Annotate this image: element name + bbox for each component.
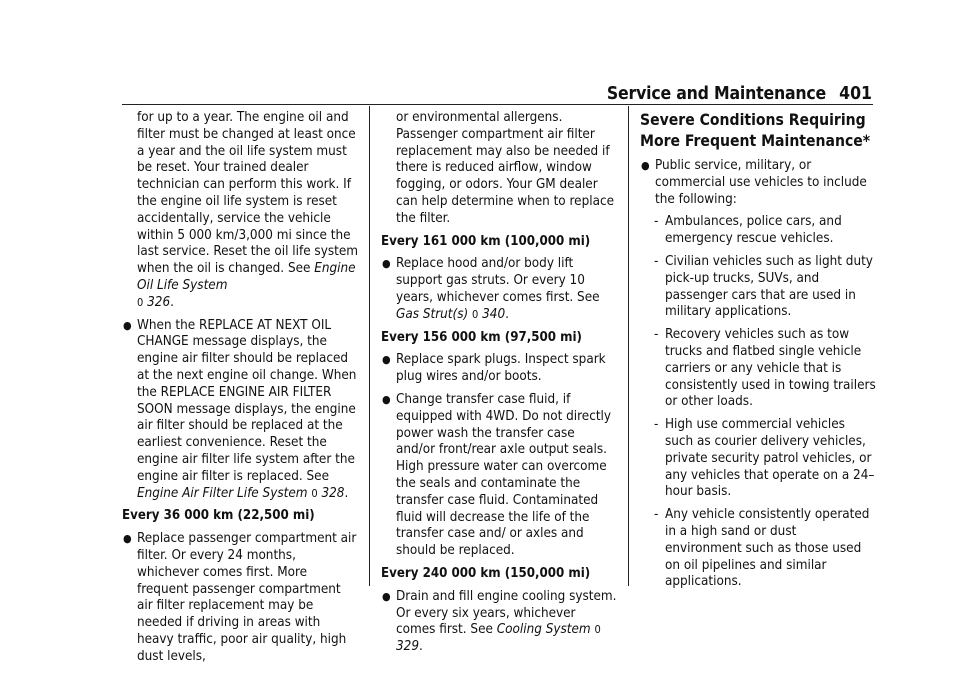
page-ref-icon: 0 xyxy=(137,295,144,309)
xref-page[interactable]: 326 xyxy=(147,294,171,310)
interval-heading: Every 240 000 km (150,000 mi) xyxy=(381,565,591,581)
xref-page[interactable]: 329 xyxy=(396,639,419,655)
xref-page[interactable]: 328 xyxy=(321,485,345,501)
dash-icon: - xyxy=(654,327,659,343)
header-rule xyxy=(122,104,873,105)
bullet-icon: ● xyxy=(382,353,391,367)
section-title: Service and Maintenance xyxy=(606,84,826,104)
list-item xyxy=(381,392,617,560)
sub-list-item xyxy=(640,214,876,248)
sub-list-item xyxy=(640,507,876,591)
column-divider-1 xyxy=(369,106,370,586)
sub-list-item-text: Any vehicle consistently operated in a high sand or dust environment such as those used on oil pipelines and similar applications. xyxy=(665,507,870,590)
period: . xyxy=(505,306,509,322)
bullet-icon: ● xyxy=(382,257,391,271)
list-item-text: Replace spark plugs. Inspect spark plug wires and/or boots. xyxy=(396,352,606,385)
list-item xyxy=(122,318,360,503)
xref-engine-air-filter-life-system[interactable]: Engine Air Filter Life System xyxy=(137,485,308,501)
bullet-icon: ● xyxy=(123,532,132,546)
xref-page[interactable]: 340 xyxy=(482,306,506,322)
list-item-text: Replace passenger compartment air filter. Or every 24 months, whichever comes first. More frequent passenger compartment air filter replacement may be needed if driving in areas with heavy traffic, poor air quality, high dust levels, xyxy=(137,531,357,664)
list-item xyxy=(381,352,617,386)
continued-paragraph xyxy=(122,110,360,312)
sub-list-item-text: Civilian vehicles such as light duty pick-up trucks, SUVs, and passenger cars that are used in military applications. xyxy=(665,253,873,320)
dash-icon: - xyxy=(654,253,659,269)
list-item xyxy=(122,531,360,665)
subsection-title: Severe Conditions Requiring More Frequent Maintenance* xyxy=(640,111,871,150)
interval-heading: Every 161 000 km (100,000 mi) xyxy=(381,233,591,249)
sub-list-item xyxy=(640,417,876,501)
dash-icon: - xyxy=(654,507,659,523)
list-item xyxy=(640,158,876,208)
xref-gas-struts[interactable]: Gas Strut(s) xyxy=(396,306,469,322)
period: . xyxy=(170,294,174,310)
list-item xyxy=(381,256,617,323)
sub-list-item-text: Ambulances, police cars, and emergency rescue vehicles. xyxy=(665,214,842,247)
paragraph-text: for up to a year. The engine oil and filter must be changed at least once a year and the oil life system must be reset. Your trained dealer technician can perform this work. If the engine oil life system is reset accidentally, service the vehicle within 5 000 km/3,000 mi since the last service. Reset the oil life system when the oil is changed. See xyxy=(137,110,358,277)
continued-paragraph: or environmental allergens. Passenger compartment air filter replacement may also be needed if there is reduced airflow, window fogging, or odors. Your GM dealer can help determine when to replace the filter. xyxy=(396,110,614,226)
bullet-icon: ● xyxy=(382,392,391,406)
column-2 xyxy=(381,110,617,656)
page-number: 401 xyxy=(839,84,872,104)
list-item-text: Change transfer case fluid, if equipped with 4WD. Do not directly power wash the transfer case and/or front/rear axle output seals. High pressure water can overcome the seals and contaminate the transfer case fluid. Contaminated fluid will decrease the life of the transfer case and/ or axles and should be replaced. xyxy=(396,391,612,559)
dash-icon: - xyxy=(654,417,659,433)
bullet-icon: ● xyxy=(382,589,391,603)
list-item-text: When the REPLACE AT NEXT OIL CHANGE message displays, the engine air filter should be replaced at the next engine oil change. When the REPLACE ENGINE AIR FILTER SOON message displays, the engine air filter should be replaced at the earliest convenience. Reset the engine air filter life system after the engine air filter is replaced. See xyxy=(137,317,357,484)
bullet-icon: ● xyxy=(123,318,132,332)
interval-heading: Every 156 000 km (97,500 mi) xyxy=(381,329,582,345)
dash-icon: - xyxy=(654,214,659,230)
column-3 xyxy=(640,110,876,591)
period: . xyxy=(344,485,349,501)
list-item-text: Replace hood and/or body lift support gas struts. Or every 10 years, whichever comes first. See xyxy=(396,256,600,305)
xref-cooling-system[interactable]: Cooling System xyxy=(496,622,591,638)
sub-list-item xyxy=(640,327,876,411)
sub-list-item xyxy=(640,254,876,321)
page-ref-icon: 0 xyxy=(594,623,601,637)
list-item-text: Drain and fill engine cooling system. Or every six years, whichever comes first. See xyxy=(396,588,617,638)
period: . xyxy=(419,639,423,655)
list-item xyxy=(381,589,617,656)
sub-list-item-text: High use commercial vehicles such as courier delivery vehicles, private security patrol vehicles, or any vehicles that operate on a 24–hour basis. xyxy=(665,417,875,500)
page-ref-icon: 0 xyxy=(472,307,479,321)
sub-list-item-text: Recovery vehicles such as tow trucks and flatbed single vehicle carriers or any vehicle that is consistently used in towing trailers or other loads. xyxy=(665,327,876,410)
page-ref-icon: 0 xyxy=(311,486,318,500)
list-item-text: Public service, military, or commercial use vehicles to include the following: xyxy=(655,158,867,207)
interval-heading: Every 36 000 km (22,500 mi) xyxy=(122,508,315,524)
column-divider-2 xyxy=(628,106,629,586)
bullet-icon: ● xyxy=(641,159,650,172)
column-1 xyxy=(122,110,360,666)
xref-engine-oil-life-system[interactable]: Engine Oil Life System xyxy=(137,261,356,293)
